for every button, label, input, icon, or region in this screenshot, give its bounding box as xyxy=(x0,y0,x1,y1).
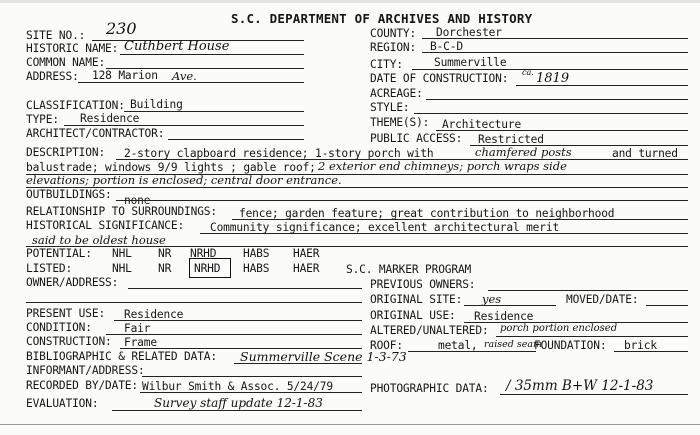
roof-line xyxy=(408,351,536,352)
address-label: ADDRESS: xyxy=(26,70,79,83)
nrhd-box-mark xyxy=(189,258,231,278)
moved-line xyxy=(646,305,688,306)
relationship-value: fence; garden feature; great contribution to neighborhood xyxy=(239,207,615,220)
foundation-label: FOUNDATION: xyxy=(534,339,607,352)
public-access-value: Restricted xyxy=(478,133,544,146)
foundation-line xyxy=(614,351,688,352)
classification-line xyxy=(124,111,304,112)
card-title: S.C. DEPARTMENT OF ARCHIVES AND HISTORY xyxy=(231,11,533,26)
themes-label: THEME(S): xyxy=(370,116,430,129)
style-label: STYLE: xyxy=(370,101,410,114)
present-use-value: Residence xyxy=(124,308,184,321)
listed-habs: HABS xyxy=(243,262,270,275)
type-label: TYPE: xyxy=(26,113,59,126)
listed-label: LISTED: xyxy=(26,262,73,275)
acreage-label: ACREAGE: xyxy=(370,87,423,100)
description-line-3 xyxy=(26,187,688,188)
historic-name-label: HISTORIC NAME: xyxy=(26,42,119,55)
style-line xyxy=(414,113,688,114)
themes-value: Architecture xyxy=(442,118,522,131)
relationship-label: RELATIONSHIP TO SURROUNDINGS: xyxy=(26,205,217,218)
description-label: DESCRIPTION: xyxy=(26,146,106,159)
card-bottom-edge xyxy=(0,424,700,425)
description-line2-hw: 2 exterior end chimneys; porch wraps side xyxy=(318,159,567,173)
recorded-line xyxy=(140,392,362,393)
informant-label: INFORMANT/ADDRESS: xyxy=(26,364,145,377)
foundation-value: brick xyxy=(624,339,657,352)
altered-line xyxy=(496,336,688,337)
present-use-line xyxy=(114,320,362,321)
significance-value: Community significance; excellent architectural merit xyxy=(210,221,560,234)
evaluation-line xyxy=(112,410,362,411)
classification-value: Building xyxy=(130,98,183,111)
owner-label: OWNER/ADDRESS: xyxy=(26,276,119,289)
potential-nhl: NHL xyxy=(112,247,132,260)
biblio-line xyxy=(234,363,362,364)
themes-line xyxy=(436,130,688,131)
card-top-edge xyxy=(0,0,700,3)
site-no-label: SITE NO.: xyxy=(26,29,86,42)
original-use-label: ORIGINAL USE: xyxy=(370,309,456,322)
present-use-label: PRESENT USE: xyxy=(26,307,106,320)
address-handwritten: Ave. xyxy=(172,69,197,83)
photo-label: PHOTOGRAPHIC DATA: xyxy=(370,382,489,395)
address-line xyxy=(78,82,304,83)
architect-line xyxy=(168,139,304,140)
region-label: REGION: xyxy=(370,41,417,54)
biblio-label: BIBLIOGRAPHIC & RELATED DATA: xyxy=(26,350,217,363)
description-line2-typed: balustrade; windows 9/9 lights ; gable roof; xyxy=(26,161,316,174)
roof-hw: raised seam xyxy=(484,339,543,350)
altered-value: porch portion enclosed xyxy=(500,323,618,334)
historic-name-value: Cuthbert House xyxy=(124,39,230,54)
common-name-label: COMMON NAME: xyxy=(26,56,106,69)
county-label: COUNTY: xyxy=(370,27,417,40)
potential-habs: HABS xyxy=(243,247,270,260)
original-site-label: ORIGINAL SITE: xyxy=(370,293,463,306)
date-label: DATE OF CONSTRUCTION: xyxy=(370,72,509,85)
region-line xyxy=(422,52,688,53)
description-line1-typed: 2-story clapboard residence; 1-story porch with xyxy=(124,147,434,160)
public-access-label: PUBLIC ACCESS: xyxy=(370,132,463,145)
county-line xyxy=(422,38,688,39)
listed-nr: NR xyxy=(158,262,172,275)
type-value: Residence xyxy=(80,112,140,125)
outbuildings-line xyxy=(116,200,688,201)
relationship-line xyxy=(232,219,688,220)
biblio-value: Summerville Scene 1-3-73 xyxy=(240,349,407,364)
condition-line xyxy=(106,334,362,335)
date-line xyxy=(516,85,688,86)
condition-label: CONDITION: xyxy=(26,321,92,334)
photo-value: / 35mm B+W 12-1-83 xyxy=(506,378,654,394)
significance-hw: said to be oldest house xyxy=(32,233,166,247)
owner-line xyxy=(128,288,362,289)
listed-haer: HAER xyxy=(293,262,320,275)
altered-label: ALTERED/UNALTERED: xyxy=(370,324,489,337)
description-line1-end: and turned xyxy=(612,147,678,160)
recorded-value: Wilbur Smith & Assoc. 5/24/79 xyxy=(142,380,333,393)
roof-value: metal, xyxy=(438,339,478,352)
significance-line xyxy=(200,233,688,234)
city-label: CITY: xyxy=(370,58,403,71)
site-no-value: 230 xyxy=(106,19,137,38)
city-value: Summerville xyxy=(434,56,507,69)
original-site-line xyxy=(464,305,556,306)
potential-label: POTENTIAL: xyxy=(26,247,92,260)
previous-owners-label: PREVIOUS OWNERS: xyxy=(370,278,476,291)
county-value: Dorchester xyxy=(436,26,502,39)
marker-program: S.C. MARKER PROGRAM xyxy=(346,263,472,276)
potential-nrhd: NRHD xyxy=(190,247,217,260)
photo-line xyxy=(500,394,688,395)
type-line xyxy=(64,125,304,126)
original-site-value: yes xyxy=(482,292,502,306)
original-use-value: Residence xyxy=(474,310,534,323)
acreage-line xyxy=(426,99,688,100)
potential-nr: NR xyxy=(158,247,172,260)
classification-label: CLASSIFICATION: xyxy=(26,99,125,112)
evaluation-value: Survey staff update 12-1-83 xyxy=(154,396,323,410)
moved-label: MOVED/DATE: xyxy=(566,293,639,306)
historic-name-line xyxy=(120,54,304,55)
description-line3-hw: elevations; portion is enclosed; central door entrance. xyxy=(26,173,342,187)
architect-label: ARCHITECT/CONTRACTOR: xyxy=(26,127,165,140)
previous-owners-line xyxy=(488,290,688,291)
construction-value: Frame xyxy=(124,336,157,349)
outbuildings-label: OUTBUILDINGS: xyxy=(26,188,112,201)
construction-label: CONSTRUCTION: xyxy=(26,335,112,348)
potential-haer: HAER xyxy=(293,247,320,260)
listed-nrhd: NRHD xyxy=(194,262,221,275)
owner-line-2 xyxy=(26,302,362,303)
outbuildings-value: none xyxy=(124,194,151,207)
roof-label: ROOF: xyxy=(370,339,403,352)
evaluation-label: EVALUATION: xyxy=(26,397,99,410)
region-value: B-C-D xyxy=(430,40,463,53)
date-value: 1819 xyxy=(536,71,570,86)
significance-label: HISTORICAL SIGNIFICANCE: xyxy=(26,219,185,232)
recorded-label: RECORDED BY/DATE: xyxy=(26,379,138,392)
listed-nhl: NHL xyxy=(112,262,132,275)
date-circa: ca. xyxy=(522,68,534,77)
condition-value: Fair xyxy=(124,322,151,335)
informant-line xyxy=(142,376,362,377)
address-typed: 128 Marion xyxy=(92,69,158,82)
city-line xyxy=(412,69,688,70)
description-line1-hw: chamfered posts xyxy=(475,145,572,159)
